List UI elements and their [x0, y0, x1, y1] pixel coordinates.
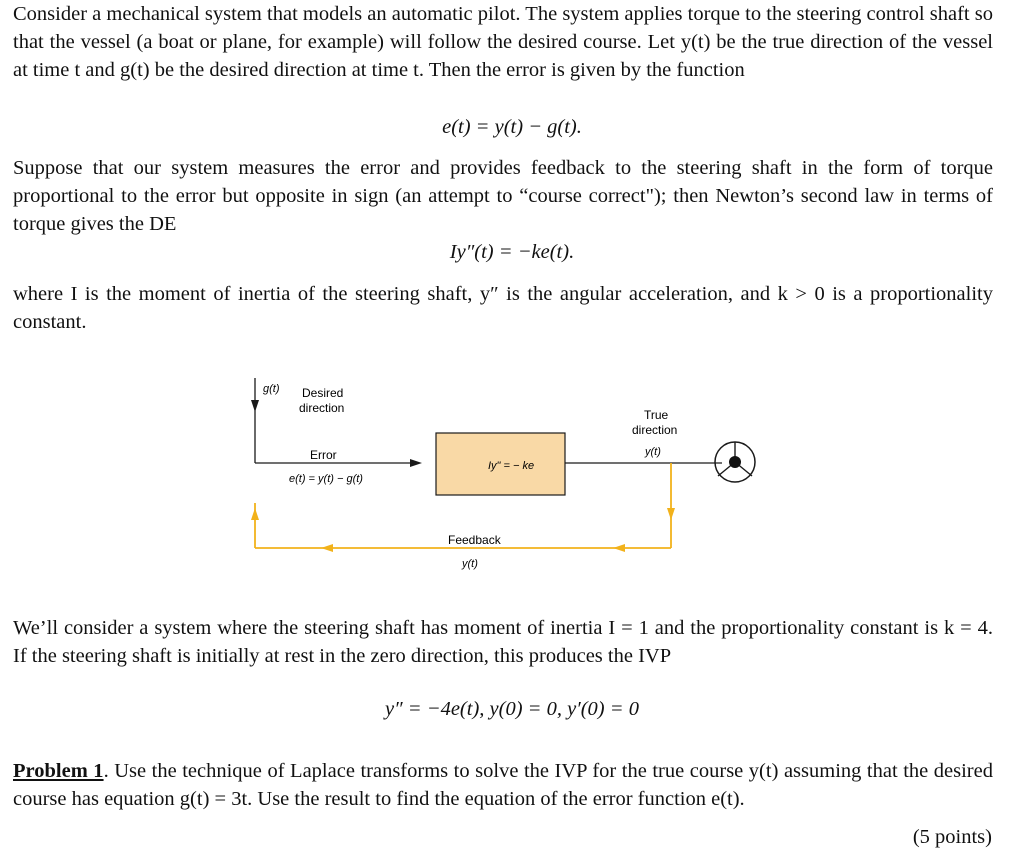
feedback-left-arrowhead-left: [321, 544, 333, 552]
definitions-paragraph: where I is the moment of inertia of the steering shaft, y″ is the angular acceleration, and k > 0 is a proportionality constant.: [13, 283, 993, 333]
feedback-down-arrowhead: [667, 508, 675, 520]
feedback-y-label: y(t): [462, 558, 478, 570]
feedback-left-arrowhead-right: [613, 544, 625, 552]
steering-wheel-icon: [715, 442, 755, 482]
desired-label-1: Desired: [302, 386, 344, 400]
true-label-1: True: [644, 408, 669, 422]
system-parameters-paragraph: We’ll consider a system where the steering shaft has moment of inertia I = 1 and the proportionality constant is k = 4. If the steering shaft is initially at rest in the zero direction, this produces the IVP: [13, 617, 993, 667]
problem-text: . Use the technique of Laplace transforms to solve the IVP for the true course y(t) assuming that the desired course has equation g(t) = 3t. Use the result to find the equation of the error function e(t).: [13, 760, 993, 810]
desired-label-2: direction: [299, 401, 345, 415]
feedback-paragraph: Suppose that our system measures the error and provides feedback to the steering shaft in the form of torque proportional to the error but opposite in sign (an attempt to “course correct"); then Newton’s second law in terms of torque gives the DE: [13, 157, 993, 235]
error-label: Error: [310, 448, 337, 462]
error-arrowhead: [410, 459, 422, 467]
y-label: y(t): [645, 446, 661, 458]
error-equation: e(t) = y(t) − g(t).: [442, 116, 582, 138]
block-equation: Iy" = − ke: [488, 460, 535, 472]
ivp-equation: y″ = −4e(t), y(0) = 0, y′(0) = 0: [385, 698, 639, 720]
problem-label: Problem 1: [13, 760, 104, 782]
intro-paragraph: Consider a mechanical system that models an automatic pilot. The system applies torque to the steering control shaft so that the vessel (a boat or plane, for example) will follow the desired course. Let y(t) be the true direction of the vessel at time t and g(t) be the desired direction at time t. Then the error is given by the function: [13, 3, 993, 81]
newton-equation: Iy″(t) = −ke(t).: [449, 241, 575, 263]
points-label: (5 points): [912, 826, 992, 848]
g-label: g(t): [263, 383, 280, 395]
true-label-2: direction: [632, 423, 678, 437]
feedback-up-arrowhead: [251, 508, 259, 520]
error-eq-label: e(t) = y(t) − g(t): [289, 473, 363, 485]
problem-paragraph: [13, 757, 993, 813]
feedback-label: Feedback: [448, 533, 501, 547]
desired-arrowhead: [251, 400, 259, 412]
